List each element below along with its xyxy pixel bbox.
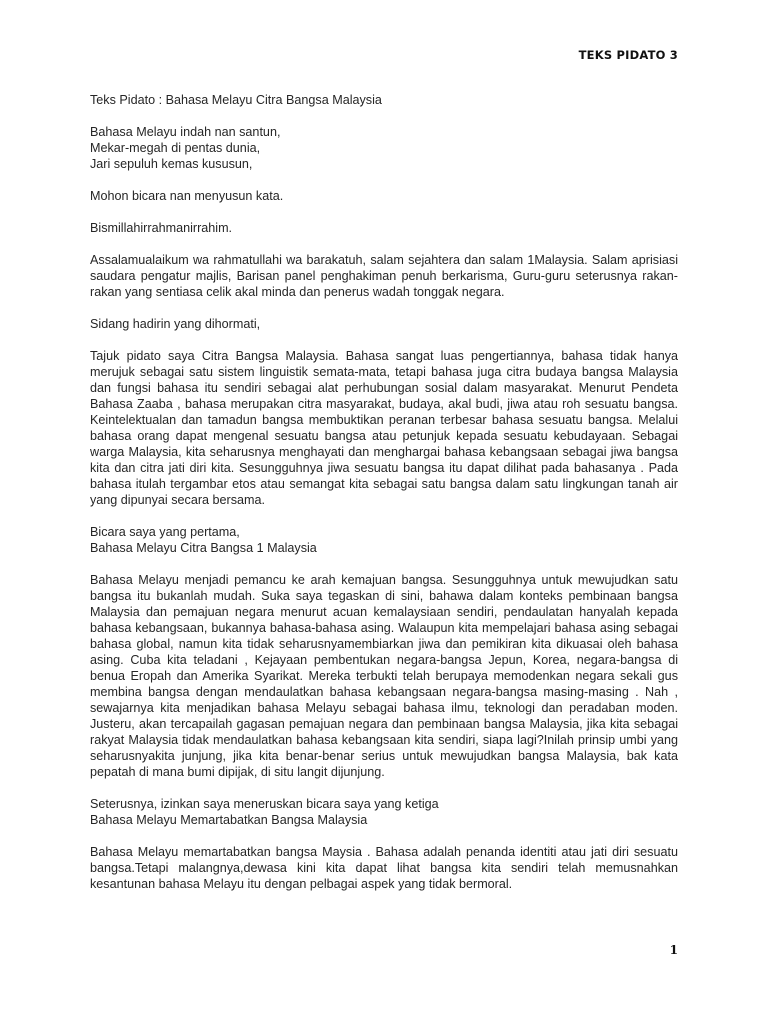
section1-paragraph: Bahasa Melayu menjadi pemancu ke arah kemajuan bangsa. Sesungguhnya untuk mewujudkan satu bangsa itu bukanlah mudah. Suka saya tegaskan di sini, bahawa dalam konteks pembinaan bangsa Malaysia dan pemajuan negara menurut acuan kemalaysiaan sendiri, pendaulatan hanyalah kepada bahasa kebangsaan, bukannya bahasa-bahasa asing. Walaupun kita mempelajari bahasa asing sebagai bahasa global, namun kita tidak seharusnyamembiarkan jiwa dan pemikiran kita dikuasai oleh bahasa asing. Cuba kita teladani , Kejayaan pembentukan negara-bangsa Jepun, Korea, negara-bangsa di benua Eropah dan Amerika Syarikat. Mereka terbukti telah berupaya memodenkan negara sekali gus membina bangsa dengan mendaulatkan bahasa kebangsaan negara-bangsa masing-masing . Nah , sewajarnya kita menjadikan bahasa Melayu sebagai bahasa ilmu, teknologi dan peradaban moden. Justeru, akan tercapailah gagasan pemajuan negara dan pembinaan bangsa Malaysia, jika kita sebagai rakyat Malaysia tidak mendaulatkan bahasa kebangsaan kita sendiri, siapa lagi?Inilah prinsip umbi yang seharusnyakita junjung, jika kita benar-benar serius untuk mewujudkan bangsa Malaysia, bak kata pepatah di mana bumi dipijak, di situ langit dijunjung. xyxy=(90,573,678,779)
page-number: 1 xyxy=(669,943,678,957)
bismillah-line: Bismillahirrahmanirrahim. xyxy=(90,221,233,235)
opening-line: Mohon bicara nan menyusun kata. xyxy=(90,189,284,203)
intro-paragraph: Tajuk pidato saya Citra Bangsa Malaysia. Bahasa sangat luas pengertiannya, bahasa tidak hanya merujuk sebagai satu sistem linguistik semata-mata, tetapi bahasa juga citra budaya bangsa Malaysia dan fungsi bahasa itu sendiri sebagai alat perhubungan sosial dalam masyarakat. Menurut Pendeta Bahasa Zaaba , bahasa merupakan citra masyarakat, budaya, akal budi, jiwa atau roh sesuatu bangsa. Keintelektualan dan tamadun bangsa membuktikan peranan terbesar bahasa sesuatu bangsa. Melalui bahasa orang dapat mengenal sesuatu bangsa atau petunjuk kepada sesuatu kebudayaan. Sebagai warga Malaysia, kita seharusnya menghayati dan menghargai bahasa kebangsaan sebagai jiwa bangsa kita dan citra jati diri kita. Sesungguhnya jiwa sesuatu bangsa itu dapat dilihat pada bahasanya . Pada bahasa itulah tergambar etos atau semangat kita sebagai satu bangsa dalam satu lingkungan tanah air yang dipunyai secara bersama. xyxy=(90,349,678,507)
pantun-line-2: Mekar-megah di pentas dunia, xyxy=(90,141,261,155)
page-header: TEKS PIDATO 3 xyxy=(578,48,678,62)
section2-paragraph: Bahasa Melayu memartabatkan bangsa Maysia . Bahasa adalah penanda identiti atau jati diri sesuatu bangsa.Tetapi malangnya,dewasa kini kita dapat lihat bangsa kita sendiri telah memusnahkan kesantunan bahasa Melayu itu dengan pelbagai aspek yang tidak bermoral. xyxy=(90,845,678,891)
section2-heading: Bahasa Melayu Memartabatkan Bangsa Malaysia xyxy=(90,813,368,827)
pantun-line-3: Jari sepuluh kemas kususun, xyxy=(90,157,253,171)
salutation-line: Sidang hadirin yang dihormati, xyxy=(90,317,261,331)
document-title: Teks Pidato : Bahasa Melayu Citra Bangsa Malaysia xyxy=(90,93,382,107)
section1-heading: Bahasa Melayu Citra Bangsa 1 Malaysia xyxy=(90,541,317,555)
greeting-paragraph: Assalamualaikum wa rahmatullahi wa barakatuh, salam sejahtera dan salam 1Malaysia. Salam aprisiasi saudara pengatur majlis, Barisan panel penghakiman penuh berkarisma, Guru-guru seterusnya rakan-rakan yang sentiasa celik akal minda dan penerus wadah tonggak negara. xyxy=(90,253,678,299)
section2-intro: Seterusnya, izinkan saya meneruskan bicara saya yang ketiga xyxy=(90,797,439,811)
document-body xyxy=(90,92,678,892)
pantun-line-1: Bahasa Melayu indah nan santun, xyxy=(90,125,281,139)
section1-intro: Bicara saya yang pertama, xyxy=(90,525,240,539)
